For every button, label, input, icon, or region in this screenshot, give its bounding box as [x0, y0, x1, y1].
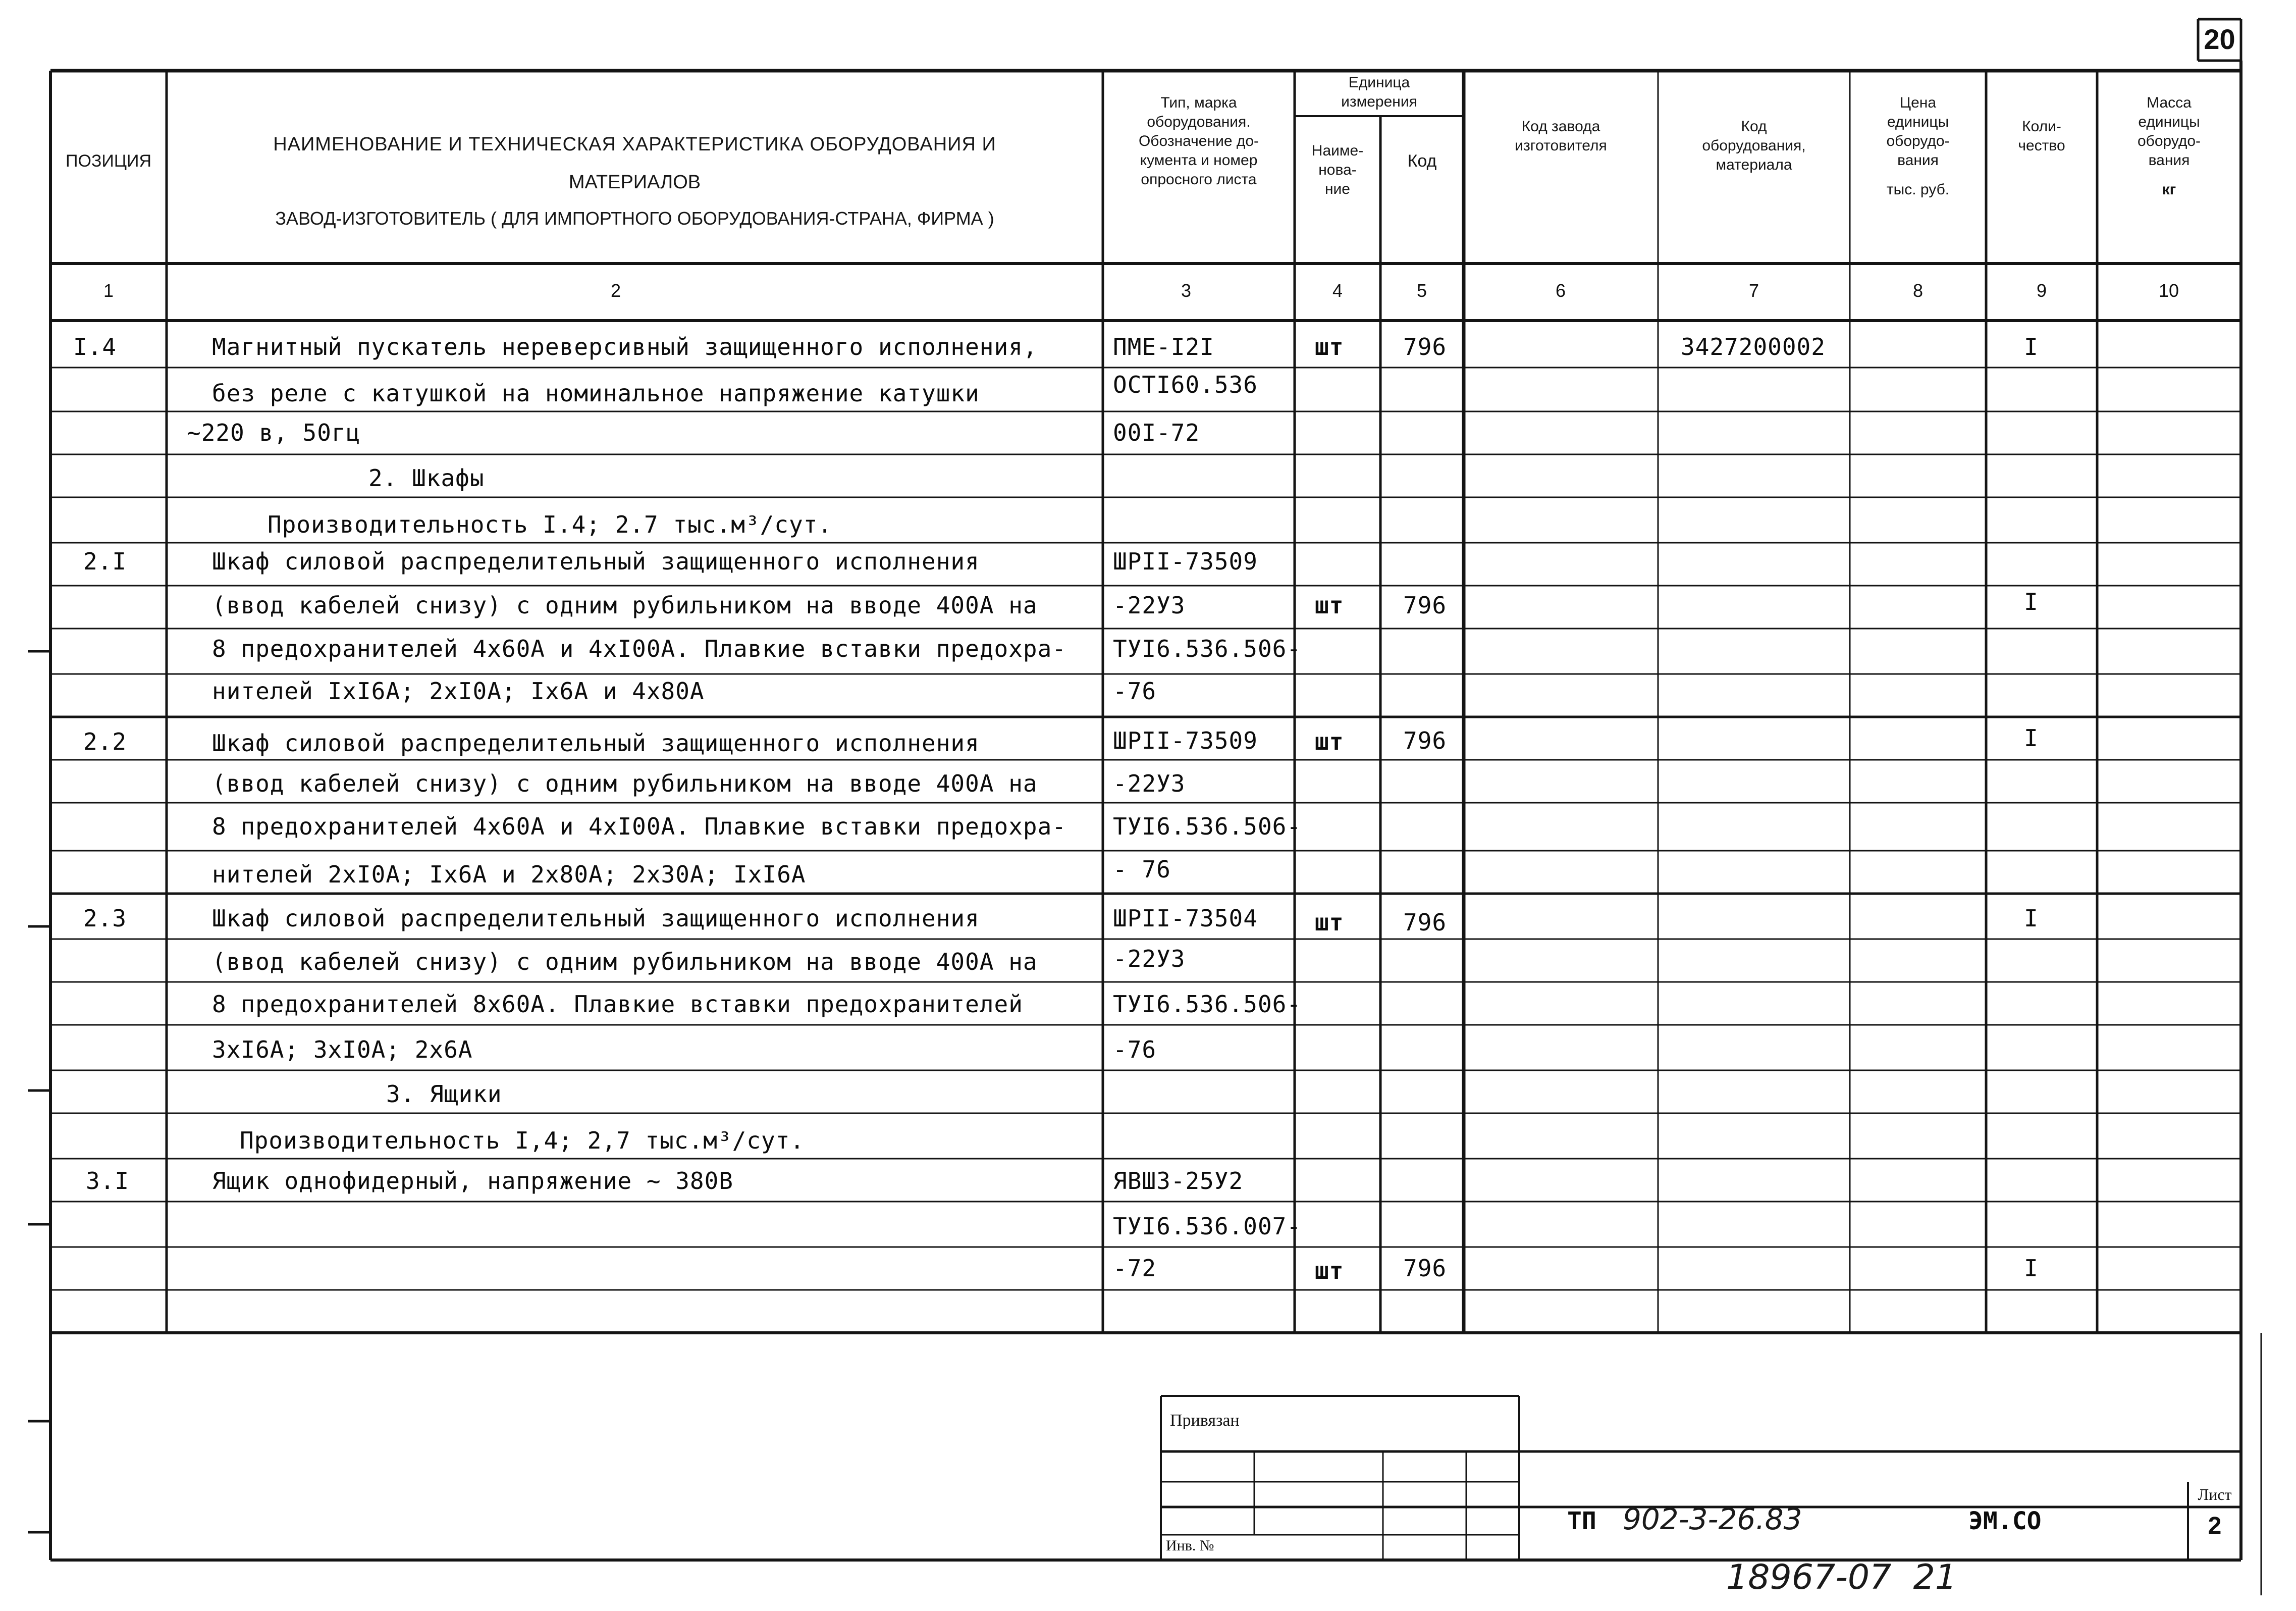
header-mass-l4: вания: [2148, 152, 2190, 169]
header-unit-name-l3: ние: [1324, 181, 1350, 197]
header-mass-l5: кг: [2162, 181, 2176, 198]
row-name: 8 предохранителей 4х60А и 4хI00А. Плавкие вставки предохра-: [212, 813, 1066, 840]
row-type: ТУI6.536.506-: [1113, 635, 1302, 662]
section-title: 3. Ящики: [386, 1080, 502, 1108]
header-unit-code: Код: [1407, 151, 1437, 171]
row-type: -76: [1113, 1036, 1157, 1063]
row-type: ТУI6.536.506-: [1113, 813, 1302, 840]
row-type: -22У3: [1113, 945, 1186, 972]
row-unit: шт: [1315, 909, 1344, 936]
row-type: ТУI6.536.007-: [1113, 1213, 1302, 1240]
row-quantity: I: [2024, 588, 2039, 615]
header-equip-code-l1: Код: [1741, 118, 1767, 135]
row-code: 796: [1403, 592, 1447, 619]
row-type: ШРII-73509: [1113, 727, 1258, 754]
section-title: 2. Шкафы: [368, 464, 485, 492]
row-name: 3хI6А; 3хI0А; 2х6А: [212, 1036, 473, 1063]
header-mass-l1: Масса: [2147, 94, 2192, 111]
row-code: 796: [1403, 909, 1447, 936]
colnum-4: 4: [1332, 280, 1343, 301]
row-type: ТУI6.536.506-: [1113, 991, 1302, 1018]
row-type: ОСТI60.536: [1113, 371, 1258, 398]
row-name: нителей 2хI0А; Iх6А и 2х80А; 2х30А; IхI6А: [212, 861, 806, 888]
colnum-2: 2: [610, 280, 621, 301]
row-name: (ввод кабелей снизу) с одним рубильником на вводе 400А на: [212, 592, 1038, 619]
row-unit: шт: [1315, 728, 1344, 755]
header-type-l4: кумента и номер: [1140, 152, 1258, 169]
section-capacity: Производительность I,4; 2,7 тыс.м³/сут.: [240, 1127, 805, 1154]
colnum-8: 8: [1912, 280, 1924, 301]
header-type: [1103, 93, 1295, 189]
header-quantity: [1986, 117, 2097, 155]
colnum-3: 3: [1181, 280, 1192, 301]
row-type: - 76: [1113, 856, 1171, 883]
header-mass-l2: единицы: [2138, 114, 2200, 130]
header-position: ПОЗИЦИЯ: [66, 151, 151, 171]
header-plant-code-l2: изготовителя: [1515, 137, 1607, 154]
row-quantity: I: [2024, 1255, 2039, 1282]
stamp-sheet-number: 2: [2208, 1513, 2222, 1539]
row-quantity: I: [2024, 724, 2039, 752]
row-unit: шт: [1315, 592, 1344, 619]
header-price-l2: единицы: [1887, 114, 1949, 130]
header-unit-name-l1: Наиме-: [1311, 142, 1364, 159]
row-name: 8 предохранителей 8х60А. Плавкие вставки предохранителей: [212, 991, 1023, 1018]
page-number: 20: [2204, 23, 2235, 55]
row-type: 00I-72: [1113, 419, 1200, 446]
row-quantity: I: [2024, 333, 2039, 360]
row-name: Ящик однофидерный, напряжение ~ 380В: [212, 1167, 733, 1194]
row-quantity: I: [2024, 905, 2039, 932]
row-name: 8 предохранителей 4х60А и 4хI00А. Плавкие вставки предохра-: [212, 635, 1066, 662]
header-price-l3: оборудо-: [1886, 133, 1950, 149]
section-capacity: Производительность I.4; 2.7 тыс.м³/сут.: [268, 511, 833, 538]
header-unit-l2: измерения: [1341, 93, 1417, 110]
header-equip-code-l3: материала: [1716, 157, 1792, 173]
row-type: ШРII-73504: [1113, 905, 1258, 932]
row-name: (ввод кабелей снизу) с одним рубильником на вводе 400А на: [212, 770, 1038, 797]
header-unit-name-l2: нова-: [1318, 162, 1357, 178]
stamp-tp-prefix: ТП: [1567, 1507, 1596, 1535]
colnum-7: 7: [1748, 280, 1759, 301]
header-mass: [2097, 93, 2241, 199]
header-type-l1: Тип, марка: [1160, 94, 1237, 111]
row-position: I.4: [73, 333, 117, 360]
colnum-10: 10: [2158, 280, 2179, 301]
row-type: -72: [1113, 1255, 1157, 1282]
row-name: Шкаф силовой распределительный защищенного исполнения: [212, 730, 980, 757]
row-unit: шт: [1315, 1257, 1344, 1284]
header-equip-code: [1658, 117, 1850, 175]
stamp-linked: Привязан: [1170, 1411, 1240, 1430]
row-name: Магнитный пускатель нереверсивный защищенного исполнения,: [212, 333, 1038, 360]
archive-number: 18967-07 21: [1726, 1557, 1957, 1597]
row-type: ПМЕ-I2I: [1113, 333, 1214, 360]
header-equip-code-l2: оборудования,: [1702, 137, 1806, 154]
row-type: -76: [1113, 678, 1157, 705]
row-name: ~220 в, 50гц: [187, 419, 361, 446]
row-code: 796: [1403, 727, 1447, 754]
header-price-l1: Цена: [1899, 94, 1937, 111]
header-price-l4: вания: [1897, 152, 1939, 169]
header-quantity-l2: чество: [2018, 137, 2065, 154]
row-type: ШРII-73509: [1113, 548, 1258, 575]
header-price: [1850, 93, 1986, 199]
header-name-line2: МАТЕРИАЛОВ: [568, 172, 701, 193]
row-name: Шкаф силовой распределительный защищенного исполнения: [212, 548, 980, 575]
header-type-l3: Обозначение до-: [1138, 133, 1259, 149]
row-position: 2.3: [83, 905, 127, 932]
row-position: 2.2: [83, 728, 127, 755]
stamp-sheet-label: Лист: [2198, 1485, 2232, 1503]
header-quantity-l1: Коли-: [2022, 118, 2061, 135]
header-plant-code-l1: Код завода: [1521, 118, 1600, 135]
stamp-tp-number: 902-3-26.83: [1623, 1502, 1802, 1536]
row-position: 2.I: [83, 548, 127, 575]
row-name: без реле с катушкой на номинальное напряжение катушки: [212, 380, 980, 407]
header-unit-name: [1295, 141, 1380, 199]
row-equip-code: 3427200002: [1681, 333, 1826, 360]
header-unit-group: [1295, 73, 1464, 112]
colnum-6: 6: [1555, 280, 1566, 301]
row-position: 3.I: [86, 1167, 130, 1194]
row-type: -22У3: [1113, 770, 1186, 797]
row-name: (ввод кабелей снизу) с одним рубильником на вводе 400А на: [212, 948, 1038, 975]
header-price-l5: тыс. руб.: [1886, 181, 1950, 198]
header-type-l2: оборудования.: [1147, 114, 1251, 130]
colnum-9: 9: [2036, 280, 2047, 301]
row-unit: шт: [1315, 333, 1344, 360]
row-code: 796: [1403, 1255, 1447, 1282]
row-type: ЯВШ3-25У2: [1113, 1167, 1244, 1194]
header-mass-l3: оборудо-: [2137, 133, 2201, 149]
row-name: Шкаф силовой распределительный защищенного исполнения: [212, 905, 980, 932]
colnum-5: 5: [1416, 280, 1427, 301]
header-plant-code: [1464, 117, 1658, 155]
row-code: 796: [1403, 333, 1447, 360]
row-type: -22У3: [1113, 592, 1186, 619]
header-unit-l1: Единица: [1348, 74, 1410, 91]
colnum-1: 1: [103, 280, 114, 301]
stamp-inv-no: Инв. №: [1166, 1537, 1214, 1554]
header-name-line1: НАИМЕНОВАНИЕ И ТЕХНИЧЕСКАЯ ХАРАКТЕРИСТИКА ОБОРУДОВАНИЯ И: [273, 134, 996, 155]
stamp-doc-code: ЭМ.СО: [1968, 1507, 2042, 1535]
header-name-line3: ЗАВОД-ИЗГОТОВИТЕЛЬ ( ДЛЯ ИМПОРТНОГО ОБОРУДОВАНИЯ-СТРАНА, ФИРМА ): [275, 208, 994, 229]
header-type-l5: опросного листа: [1141, 171, 1257, 188]
row-name: нителей IхI6А; 2хI0А; Iх6А и 4х80А: [212, 678, 705, 705]
